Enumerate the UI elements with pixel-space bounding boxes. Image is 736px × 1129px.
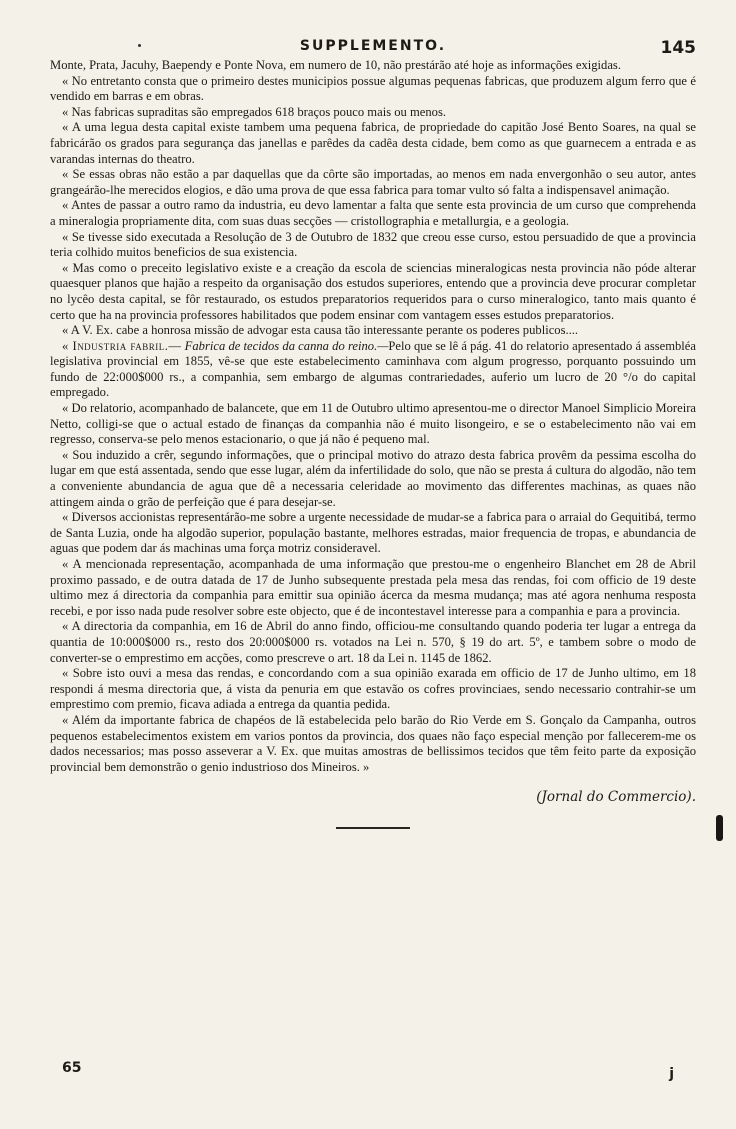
signature-number: 65	[62, 1060, 82, 1076]
paragraph: « Se tivesse sido executada a Resolução de 3 de Outubro de 1832 que creou esse curso, estou persuadido de que a provincia teria colhido muitos beneficios de sua existencia.	[50, 229, 696, 260]
running-title: SUPPLEMENTO.	[299, 38, 447, 54]
paragraph: « Além da importante fabrica de chapéos de lã estabelecida pelo barão do Rio Verde em S. Gonçalo da Campanha, outros pequenos estabelecimentos existem em varios pontos da provincia, dos quaes não faço especial menção por fallecerem-me os dados necessarios; mas posso asseverar a V. Ex. que muitas amostras de bellissimos tecidos que têm feito parte da exposição provincial bem demonstrão o genio industrioso dos Mineiros. »	[50, 712, 696, 774]
paragraph: « A V. Ex. cabe a honrosa missão de advogar esta causa tão interessante perante os poderes publicos....	[62, 323, 579, 338]
closing-rule	[336, 827, 410, 829]
page-footer	[62, 1060, 674, 1080]
page	[50, 38, 696, 829]
paragraph: « Sobre isto ouvi a mesa das rendas, e concordando com a sua opinião exarada em officio de 17 de Junho ultimo, em 18 respondi á mesma directoria que, á vista da penuria em que estavão os cofres provinciaes, sendo necessario contrahir-se um emprestimo com premio, ficava adiada a entrega da quantia pedida.	[50, 666, 696, 712]
paragraph: « No entretanto consta que o primeiro destes municipios possue algumas pequenas fabricas, que produzem algum ferro que é vendido em barras e em obras.	[50, 73, 696, 104]
section-lead: « Industria fabril.—	[62, 338, 182, 353]
paragraph: « A mencionada representação, acompanhada de uma informação que prestou-me o engenheiro Blanchet em 28 de Abril proximo passado, e de outra datada de 17 de Junho subsequente prestada pela mesa das rendas, foi com officio de 19 deste ultimo mez á directoria da companhia para emittir sua opinião ácerca da mesma mudança; mas até agora nenhuma resposta recebi, e por isso nada pude resolver sobre este objecto, que é de incontestavel interesse para a companhia e para a provincia.	[50, 557, 696, 618]
paragraph: « Nas fabricas supraditas são empregados 618 braços pouco mais ou menos.	[62, 104, 447, 119]
paragraph: « A uma legua desta capital existe tambem uma pequena fabrica, de propriedade do capitão José Bento Soares, na qual se fabricárão os grados para segurança das janellas e parêdes da cadêa desta cidade, bem como as que guarnecem a entrada e as varandas internas do theatro.	[50, 120, 696, 166]
paragraph: « Do relatorio, acompanhado de balancete, que em 11 de Outubro ultimo apresentou-me o director Manoel Simplicio Moreira Netto, colligi-se que o actual estado de finanças da companhia não é muito lisongeiro, e se o estabelecimento não vai em regresso, conserva-se pelo menos estacionario, o que já não é pequeno mal.	[50, 401, 696, 447]
paragraph: « Diversos accionistas representárão-me sobre a urgente necessidade de mudar-se a fabrica para o arraial do Gequitibá, termo de Santa Luzia, onde ha algodão superior, população bastante, melhores estradas, maior frequencia de tropas, e abundancia de aguas que podem dar ás machinas uma força motriz consideravel.	[50, 510, 696, 556]
page-number: 145	[660, 38, 696, 58]
paragraph: « Se essas obras não estão a par daquellas que da côrte são importadas, ao menos em nada envergonhão o seu autor, antes grangeárão-lhe merecidos elogios, e dão uma prova de que essa fabrica para tomar vulto só falta a indispensavel animação.	[50, 167, 696, 197]
page-header	[50, 38, 696, 58]
ink-blot	[716, 815, 723, 841]
paragraph: « Mas como o preceito legislativo existe e a creação da escola de sciencias mineralogicas nesta provincia não póde alterar quaesquer planos que hajão a respeito da organisação dos estudos superiores, entendo que a provincia deve procurar completar no lycêo desta capital, se fôr restaurado, os estudos preparatorios requeridos para o curso mineralogico, tanto mais quanto é certo que ha na provincia professores habilitados que podem ensinar com vantagem esses estudos preparatorios.	[50, 260, 696, 322]
paragraph: « Antes de passar a outro ramo da industria, eu devo lamentar a falta que sente esta provincia de um curso que comprehenda a mineralogia propriamente dita, com suas duas secções — cristollographia e metallurgia, e a geologia.	[50, 198, 696, 228]
signature-mark: j	[669, 1066, 674, 1082]
paragraph: « A directoria da companhia, em 16 de Abril do anno findo, officiou-me consultando quando poderia ter lugar a entrega da quantia de 10:000$000 rs., resto dos 20:000$000 rs. votados na Lei n. 570, § 19 do art. 5º, e tambem sobre o modo de converter-se o emprestimo em acções, como prescreve o art. 18 da Lei n. 1145 de 1862.	[50, 619, 696, 665]
source-citation: (Jornal do Commercio).	[536, 789, 696, 806]
article-body	[50, 58, 696, 775]
paragraph-industria-fabril	[50, 339, 696, 401]
section-subtitle: Fabrica de tecidos da canna do reino.—	[184, 338, 389, 353]
paragraph: Monte, Prata, Jacuhy, Baependy e Ponte Nova, em numero de 10, não prestárão até hoje as informações exigidas.	[50, 58, 621, 72]
paragraph: « Sou induzido a crêr, segundo informações, que o principal motivo do atrazo desta fabrica provêm da pessima escolha do lugar em que está assentada, sendo que esse lugar, além da infertilidade do solo, que não se presta á cultura do algodão, não tem a conveniente abundancia de agua que dê a necessaria celeridade ao movimento das differentes machinas, as quaes não attingem ainda o grão de perfeição que é para desejar-se.	[50, 447, 696, 509]
paragraph-text: Pelo que se lê á pág. 41 do relatorio apresentado á assembléa legislativa provincial em 1855, vê-se que este estabelecimento caminhava com algum progresso, porquanto possuindo um fundo de 22:000$000 rs., a companhia, sem embargo de algumas contrariedades, auferio um lucro de 20 °/o do capital empregado.	[50, 338, 696, 400]
ink-dot	[138, 44, 141, 47]
